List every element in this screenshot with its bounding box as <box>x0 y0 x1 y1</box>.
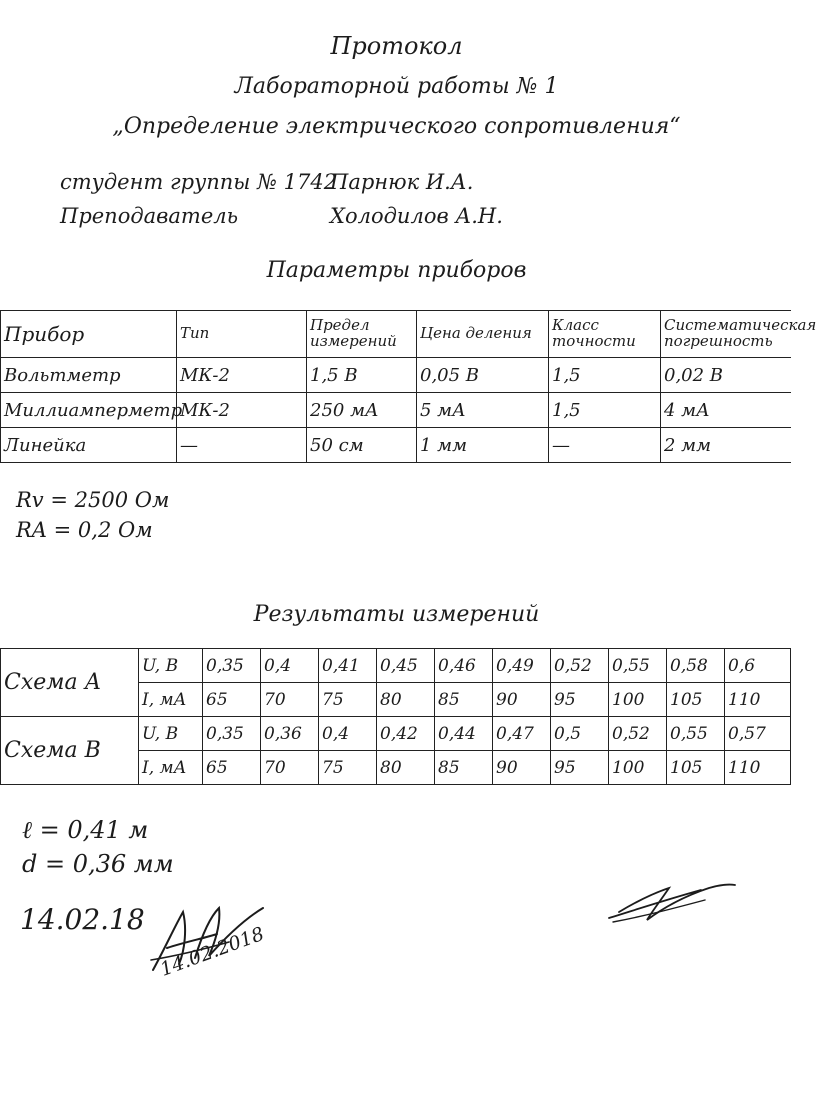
lab-work-topic: „Определение электрического сопротивления“ <box>112 114 681 139</box>
lab-work-line: Лабораторной работы № 1 <box>234 74 559 99</box>
voltage-cell: 0,42 <box>377 717 435 751</box>
params-cell: Вольтметр <box>1 358 177 393</box>
params-cell: 1,5 <box>549 393 661 428</box>
voltage-cell: 0,35 <box>203 649 261 683</box>
student-name: Парнюк И.А. <box>330 170 474 194</box>
current-cell: 65 <box>203 751 261 785</box>
params-cell: 1,5 <box>549 358 661 393</box>
params-cell: Миллиамперметр <box>1 393 177 428</box>
table-row <box>1 717 791 751</box>
voltage-cell: 0,4 <box>261 649 319 683</box>
params-cell: 250 мА <box>307 393 417 428</box>
current-cell: 65 <box>203 683 261 717</box>
current-unit-label: I, мА <box>139 751 203 785</box>
params-cell: 4 мА <box>661 393 791 428</box>
voltage-cell: 0,4 <box>319 717 377 751</box>
params-header-cell: Прибор <box>1 311 177 358</box>
voltage-cell: 0,49 <box>493 649 551 683</box>
current-cell: 75 <box>319 683 377 717</box>
voltage-cell: 0,36 <box>261 717 319 751</box>
voltage-cell: 0,55 <box>609 649 667 683</box>
voltage-cell: 0,45 <box>377 649 435 683</box>
voltage-unit-label: U, В <box>139 717 203 751</box>
params-section-title: Параметры приборов <box>266 258 527 283</box>
current-cell: 70 <box>261 683 319 717</box>
student-label: студент группы № 1742 <box>60 170 338 194</box>
voltage-cell: 0,35 <box>203 717 261 751</box>
params-header-row <box>1 311 791 358</box>
params-cell: — <box>177 428 307 463</box>
scheme-b-label: Схема В <box>1 717 139 785</box>
voltage-cell: 0,58 <box>667 649 725 683</box>
protocol-date: 14.02.18 <box>20 903 145 936</box>
current-cell: 75 <box>319 751 377 785</box>
current-cell: 80 <box>377 751 435 785</box>
table-row <box>1 358 791 393</box>
current-cell: 85 <box>435 751 493 785</box>
params-cell: 2 мм <box>661 428 791 463</box>
params-header-cell: Класс точности <box>549 311 661 358</box>
params-cell: — <box>549 428 661 463</box>
table-row <box>1 428 791 463</box>
current-cell: 85 <box>435 683 493 717</box>
voltage-unit-label: U, В <box>139 649 203 683</box>
params-cell: 50 см <box>307 428 417 463</box>
voltage-cell: 0,46 <box>435 649 493 683</box>
params-header-cell: Цена деления <box>417 311 549 358</box>
params-header-cell: Тип <box>177 311 307 358</box>
params-cell: 0,02 В <box>661 358 791 393</box>
current-unit-label: I, мА <box>139 683 203 717</box>
scheme-a-label: Схема А <box>1 649 139 717</box>
current-cell: 110 <box>725 683 791 717</box>
voltage-cell: 0,47 <box>493 717 551 751</box>
current-cell: 100 <box>609 751 667 785</box>
instrument-params-table <box>0 310 816 463</box>
voltage-cell: 0,57 <box>725 717 791 751</box>
teacher-label: Преподаватель <box>60 204 239 228</box>
table-row <box>1 649 791 683</box>
params-cell: Линейка <box>1 428 177 463</box>
current-cell: 90 <box>493 751 551 785</box>
current-cell: 105 <box>667 751 725 785</box>
voltage-cell: 0,5 <box>551 717 609 751</box>
voltage-cell: 0,41 <box>319 649 377 683</box>
current-cell: 105 <box>667 683 725 717</box>
voltage-cell: 0,44 <box>435 717 493 751</box>
params-cell: 1,5 В <box>307 358 417 393</box>
params-cell: МК-2 <box>177 358 307 393</box>
ammeter-resistance: RA = 0,2 Ом <box>16 518 153 542</box>
voltage-cell: 0,52 <box>609 717 667 751</box>
measurement-results-table <box>0 648 791 785</box>
current-cell: 80 <box>377 683 435 717</box>
protocol-title: Протокол <box>330 32 463 60</box>
voltmeter-resistance: Rv = 2500 Ом <box>16 488 170 512</box>
signature-date: 14.02.2018 <box>157 922 268 981</box>
voltage-cell: 0,55 <box>667 717 725 751</box>
params-cell: 0,05 В <box>417 358 549 393</box>
voltage-cell: 0,6 <box>725 649 791 683</box>
params-header-cell: Предел измерений <box>307 311 417 358</box>
wire-diameter: d = 0,36 мм <box>22 850 174 878</box>
wire-length: ℓ = 0,41 м <box>22 816 149 844</box>
params-header-cell: Систематическая погрешность <box>661 311 791 358</box>
params-cell: МК-2 <box>177 393 307 428</box>
params-cell: 1 мм <box>417 428 549 463</box>
current-cell: 95 <box>551 751 609 785</box>
table-row <box>1 393 791 428</box>
student-signature-icon <box>605 882 740 927</box>
current-cell: 95 <box>551 683 609 717</box>
voltage-cell: 0,52 <box>551 649 609 683</box>
results-section-title: Результаты измерений <box>253 602 540 627</box>
current-cell: 90 <box>493 683 551 717</box>
current-cell: 110 <box>725 751 791 785</box>
current-cell: 100 <box>609 683 667 717</box>
params-cell: 5 мА <box>417 393 549 428</box>
current-cell: 70 <box>261 751 319 785</box>
teacher-name: Холодилов А.Н. <box>330 204 503 228</box>
